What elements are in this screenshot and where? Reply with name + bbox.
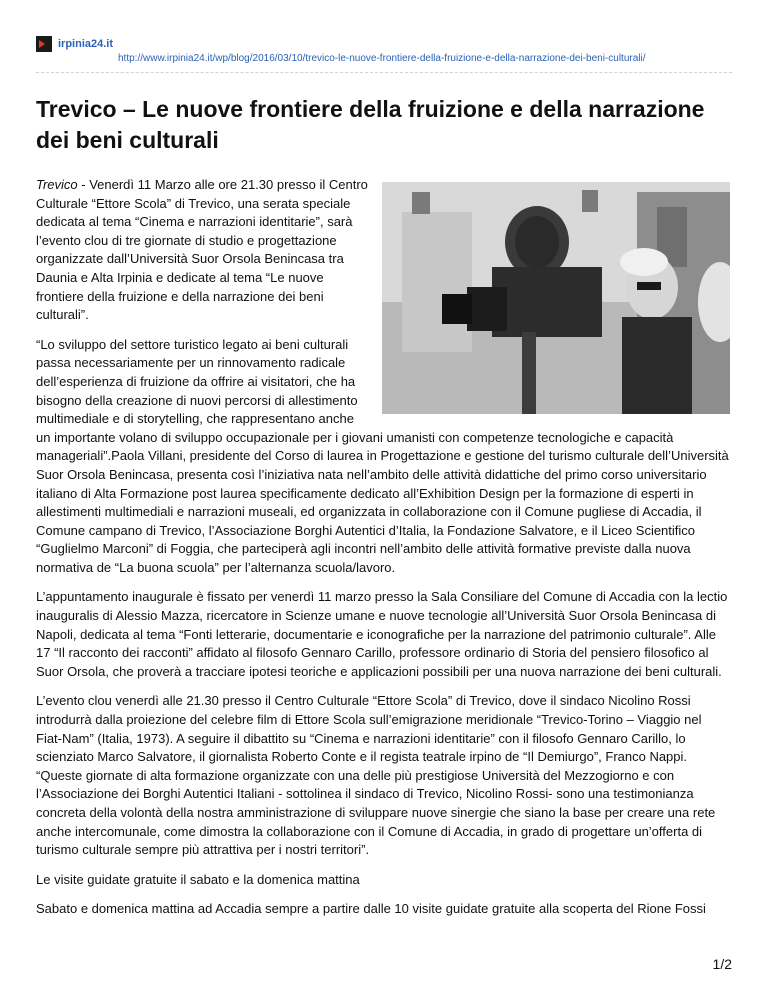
- paragraph: Sabato e domenica mattina ad Accadia sempre a partire dalle 10 visite guidate gratuite alla scoperta del Rione Fossi: [36, 901, 706, 917]
- lead-place: Trevico: [36, 177, 78, 192]
- paragraph: L’appuntamento inaugurale è fissato per venerdì 11 marzo presso la Sala Consiliare del Comune di Accadia con la lectio inauguralis di Alessio Mazza, ricercatore in Scienze umane e nuove tecnologie all’Università Suor Orsola Benincasa di Napoli, dedicata al tema “Fonti letterarie, documentarie e iconografiche per la narrazione del patrimonio culturale”. Alle 17 “Il racconto dei racconti” affidato al filosofo Gennaro Carillo, professore ordinario di Storia del pensiero filosofico al Suor Orsola, che proverà a tracciare ipotesi teoriche e applicazioni possibili per una nuova narrazione dei beni culturali.: [36, 589, 728, 679]
- article-title: Trevico – Le nuove frontiere della fruizione e della narrazione dei beni culturali: [36, 96, 705, 153]
- subheading: Le visite guidate gratuite il sabato e la domenica mattina: [36, 871, 360, 887]
- article-photo: [382, 182, 730, 414]
- page-number: 1/2: [712, 956, 732, 972]
- site-logo-icon: [36, 36, 52, 52]
- film-camera-photo-icon: [382, 182, 730, 414]
- header-divider: [36, 72, 732, 73]
- source-url-link[interactable]: http://www.irpinia24.it/wp/blog/2016/03/10/trevico-le-nuove-frontiere-della-fruizione-e-della-narrazione-dei-beni-culturali/: [118, 53, 646, 64]
- page-header: [36, 36, 736, 64]
- lead-text: - Venerdì 11 Marzo alle ore 21.30 presso il Centro Culturale “Ettore Scola” di Trevico, una serata speciale dedicata al tema “Cinema e narrazioni identitarie”, sarà l’evento clou di tre giornate di studio e progettazione organizzate dall’Università Suor Orsola Benincasa tra Daunia e Alta Irpinia e dedicate al tema “Le nuove frontiere della fruizione e della narrazione dei beni culturali”.: [36, 177, 368, 323]
- site-name-link[interactable]: irpinia24.it: [58, 38, 114, 50]
- paragraph: L’evento clou venerdì alle 21.30 presso il Centro Culturale “Ettore Scola” di Trevico, dove il sindaco Nicolino Rossi introdurrà dalla proiezione del celebre film di Ettore Scola sull’emigrazione meridionale “Trevico-Torino – Viaggio nel Fiat-Nam” (Italia, 1973). A seguire il dibattito su “Cinema e narrazioni identitarie” con il filosofo Gennaro Carillo, lo scienziato Marco Salvatore, il giornalista Roberto Conte e il regista teatrale irpino de “Il Demiurgo”, Franco Nappi. “Queste giornate di alta formazione organizzate con una delle più prestigiose Università del Mezzogiorno e con l’Associazione dei Borghi Autentici Italiani - sottolinea il sindaco di Trevico, Nicolino Rossi- sono una testimonianza concreta della volontà della nostra amministrazione di sviluppare nuove sinergie che siano la base per creare una rete anche intercomunale, come dimostra la collaborazione con il Comune di Accadia, in grado di progettare un’offerta di turismo culturale sempre più attrattiva per i nostri territori”.: [36, 693, 716, 858]
- site-branding: [36, 36, 736, 52]
- paragraph: “Lo sviluppo del settore turistico legato ai beni culturali passa necessariamente per un rinnovamento radicale dell’esperienza di fruizione da offrire ai visitatori, che ha bisogno della creazione di nuovi percorsi di allestimento multimediale e di storytelling, che rappresentano anche un importante volano di sviluppo occupazionale per i giovani umanisti con competenze tecnologiche e capacità manageriali”.Paola Villani, presidente del Corso di laurea in Progettazione e gestione del turismo culturale dell’Università Suor Orsola Benincasa, presenta così l’iniziativa nata nell’ambito delle attività didattiche del primo corso universitario italiano di Alta Formazione post laurea specificamente dedicato all’Exhibition Design per la formazione di esperti in allestimenti multimediali e narrazioni museali, ed organizzata in collaborazione con il Comune pugliese di Accadia, il Comune campano di Trevico, l’Associazione Borghi Autentici d’Italia, la Fondazione Salvatore, e il Liceo Scientifico “Guglielmo Marconi” di Foggia, che parteciperà agli incontri nell’ambito delle attività formative previste dalla nuova normativa de “La buona scuola” per l’alternanza scuola/lavoro.: [36, 336, 729, 575]
- article-body: [36, 176, 730, 930]
